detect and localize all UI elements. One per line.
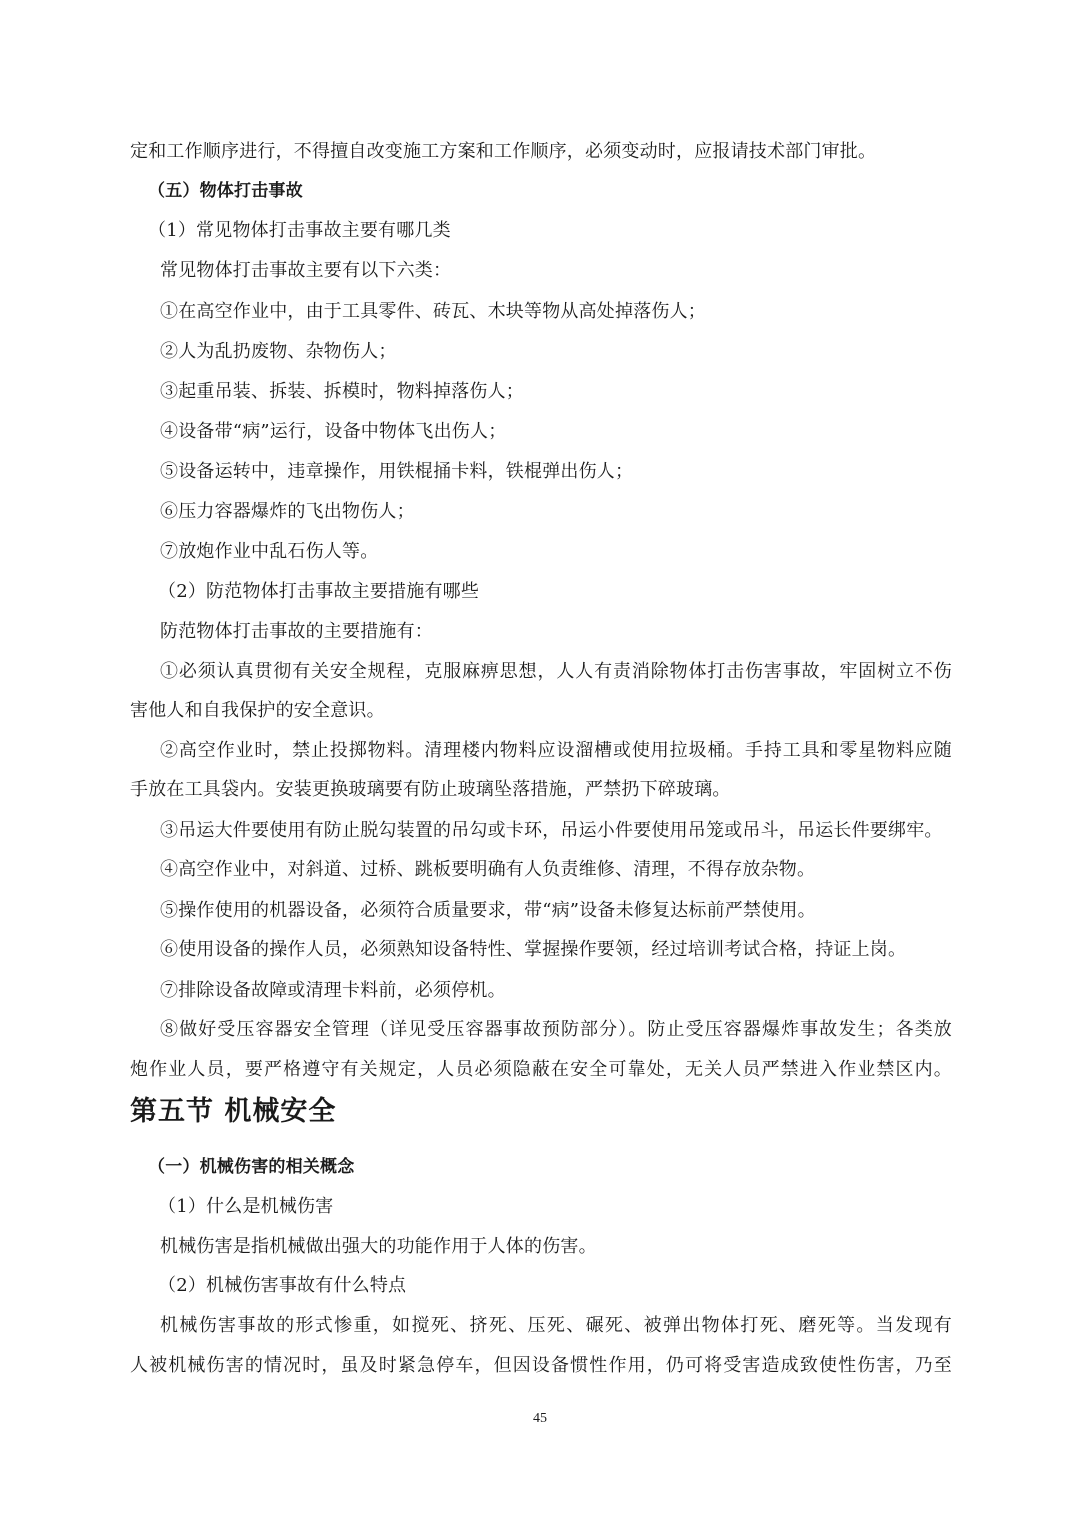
question-2: （2）防范物体打击事故主要措施有哪些 [158, 581, 480, 602]
heading-object-strike: （五）物体打击事故 [148, 181, 303, 201]
measure-6: ⑥使用设备的操作人员，必须熟知设备特性、掌握操作要领，经过培训考试合格，持证上岗。 [160, 939, 907, 960]
measure-5: ⑤操作使用的机器设备，必须符合质量要求，带“病”设备未修复达标前严禁使用。 [160, 900, 816, 921]
section-question-1: （1）什么是机械伤害 [158, 1196, 334, 1217]
paragraph-continuation: 定和工作顺序进行，不得擅自改变施工方案和工作顺序，必须变动时，应报请技术部门审批。 [130, 141, 877, 162]
measure-7: ⑦排除设备故障或清理卡料前，必须停机。 [160, 980, 506, 1001]
list-item: ④设备带“病”运行，设备中物体飞出伤人； [160, 421, 507, 442]
measure-2-line-2: 手放在工具袋内。安装更换玻璃要有防止玻璃坠落措施，严禁扔下碎玻璃。 [130, 779, 731, 800]
list-item: ②人为乱扔废物、杂物伤人； [160, 341, 397, 362]
measure-1-line-1: ①必须认真贯彻有关安全规程，克服麻痹思想，人人有责消除物体打击伤害事故，牢固树立不伤 [160, 661, 952, 682]
heading-machine-injury-concepts: （一）机械伤害的相关概念 [148, 1157, 355, 1177]
measure-8-line-1: ⑧做好受压容器安全管理（详见受压容器事故预防部分）。防止受压容器爆炸事故发生；各类放 [160, 1019, 952, 1040]
measure-2-line-1: ②高空作业时，禁止投掷物料。清理楼内物料应设溜槽或使用拉圾桶。手持工具和零星物料应随 [160, 740, 952, 761]
list-item: ⑥压力容器爆炸的飞出物伤人； [160, 501, 415, 522]
section-question-2: （2）机械伤害事故有什么特点 [158, 1275, 407, 1296]
question-2-intro: 防范物体打击事故的主要措施有： [160, 621, 433, 642]
measure-4: ④高空作业中，对斜道、过桥、跳板要明确有人负责维修、清理，不得存放杂物。 [160, 859, 816, 880]
page-number: 45 [533, 1411, 547, 1426]
question-1-intro: 常见物体打击事故主要有以下六类： [160, 260, 452, 281]
list-item: ①在高空作业中，由于工具零件、砖瓦、木块等物从高处掉落伤人； [160, 301, 706, 322]
question-1: （1）常见物体打击事故主要有哪几类 [148, 220, 451, 241]
section-answer-2-line-1: 机械伤害事故的形式惨重，如搅死、挤死、压死、碾死、被弹出物体打死、磨死等。当发现有 [160, 1315, 952, 1336]
list-item: ⑦放炮作业中乱石伤人等。 [160, 541, 379, 562]
measure-3: ③吊运大件要使用有防止脱勾装置的吊勾或卡环，吊运小件要使用吊笼或吊斗，吊运长件要绑牢。 [160, 820, 943, 841]
section-answer-2-line-2: 人被机械伤害的情况时，虽及时紧急停车，但因设备惯性作用，仍可将受害造成致使性伤害，乃至 [130, 1355, 952, 1376]
measure-1-line-2: 害他人和自我保护的安全意识。 [130, 700, 385, 721]
section-title: 第五节 机械安全 [130, 1096, 337, 1127]
measure-8-line-2: 炮作业人员，要严格遵守有关规定，人员必须隐蔽在安全可靠处，无关人员严禁进入作业禁区内。 [130, 1059, 952, 1080]
section-answer-1: 机械伤害是指机械做出强大的功能作用于人体的伤害。 [160, 1236, 597, 1257]
list-item: ③起重吊装、拆装、拆模时，物料掉落伤人； [160, 381, 524, 402]
list-item: ⑤设备运转中，违章操作，用铁棍捅卡料，铁棍弹出伤人； [160, 461, 634, 482]
